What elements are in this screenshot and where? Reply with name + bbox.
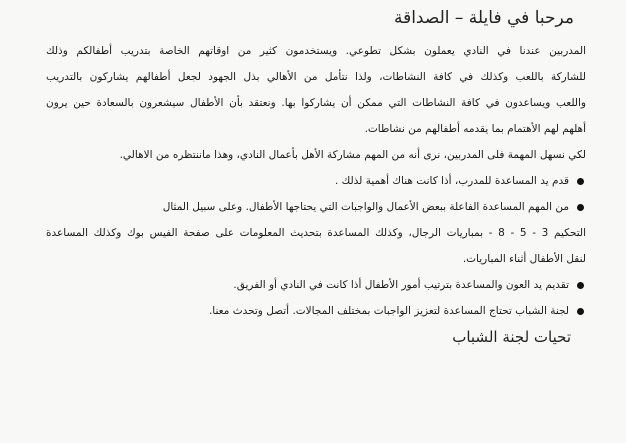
bullet-icon	[577, 204, 584, 211]
intro-line-4: أهلهم لهم الأهتمام بما يقدمه أطفالهم من نشاطات.	[364, 123, 586, 135]
bullet-item-1	[46, 168, 586, 194]
page-title: مرحبا في فايلة – الصداقة	[393, 8, 574, 28]
bullet-icon	[577, 308, 584, 315]
bullet-item-1-text: قدم يد المساعدة للمدرب، أذا كانت هناك أهمية لذلك .	[334, 175, 569, 187]
bullet-icon	[577, 282, 584, 289]
example-line-2: لنقل الأطفال أثناء المباريات.	[462, 253, 586, 265]
bullet-item-3	[46, 272, 586, 298]
bullet-item-2-text: من المهم المساعدة الفاعلة ببعض الأعمال والواجبات التي يحتاجها الأطفال. وعلى سبيل المثال	[162, 201, 569, 213]
intro-line-3: واللعب ويساعدون في كافة النشاطات التي ممكن أن يشاركوا بها. ونعتقد بأن الأطفال سيشعرون بالسعادة حين يرون	[46, 97, 586, 109]
bullet-item-4-text: لجنة الشباب تحتاج المساعدة لتعزيز الواجبات بمختلف المجالات. أتصل وتحدث معنا.	[208, 305, 569, 317]
intro-line-1: المدربين عندنا في النادي يعملون بشكل تطوعي. ويستخدمون كثير من اوقاتهم الخاصة بتدريب أطفالكم وذلك	[46, 45, 586, 57]
task-paragraph: لكي نسهل المهمة فلى المدربين، نرى أنه من المهم مشاركة الأهل بأعمال النادي، وهذا ماننتظره من الاهالي.	[119, 149, 586, 161]
closing-signature: تحيات لجنة الشباب	[452, 328, 571, 346]
document-body	[46, 38, 586, 324]
bullet-icon	[577, 178, 584, 185]
example-line-1: التحكيم 3 - 5 - 8 - بمباريات الرجال، وكذلك المساعدة بتحديث المعلومات على صفحة الفيس بوك وكذلك المساعدة	[46, 227, 586, 239]
bullet-item-4	[46, 298, 586, 324]
bullet-item-2	[46, 194, 586, 220]
bullet-item-3-text: تقديم يد العون والمساعدة بترتيب أمور الأطفال أذا كانت في النادي أو الفريق.	[233, 279, 569, 291]
intro-line-2: للشاركة باللعب وكذلك في كافة النشاطات، ولذا نتأمل من الأهالي بذل الجهود لجعل أطفالهم يشاركون بالتدريب	[46, 71, 586, 83]
